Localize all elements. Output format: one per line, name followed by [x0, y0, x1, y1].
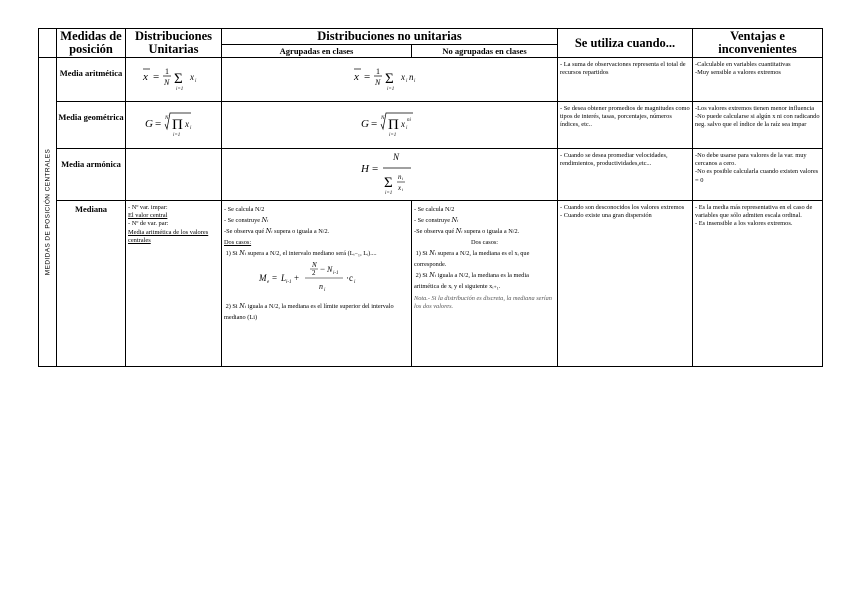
svg-text:n: n	[318, 282, 323, 291]
svg-text:2: 2	[311, 269, 315, 277]
usage-geometric: - Se desea obtener promedios de magnitudes como tipos de interés, tasas, porcentajes, números índices, etc..	[558, 102, 693, 149]
svg-text:e: e	[266, 280, 269, 285]
svg-text:Σ: Σ	[383, 175, 393, 191]
header-pros-cons: Ventajas e inconvenientes	[693, 29, 823, 58]
svg-text:i: i	[194, 79, 196, 84]
pros-geometric-line: -Los valores extremos tienen menor influencia	[695, 105, 815, 112]
median-grouped-line: -Se observa qué Nᵢ supera o iguala a N/2.	[224, 228, 330, 235]
svg-text:i: i	[413, 79, 415, 84]
usage-median-line: - Cuando existe una gran dispersión	[560, 212, 652, 220]
median-formula-icon	[257, 261, 377, 295]
pros-harmonic-line: -No es posible calcularla cuando existen valores = 0	[695, 168, 819, 184]
median-grouped-line: 2) Si Nᵢ iguala a N/2, la mediana es el límite superior del intervalo mediano (Li)	[224, 303, 394, 321]
svg-text:i=1: i=1	[384, 191, 392, 195]
svg-text:N: N	[311, 261, 317, 269]
svg-text:N: N	[392, 152, 399, 162]
svg-text:x: x	[142, 71, 148, 83]
side-label-cell	[39, 58, 57, 367]
svg-text:i: i	[401, 187, 403, 192]
pros-harmonic-line: -No debe usarse para valores de la var. muy cercanos a cero.	[695, 152, 807, 168]
harmonic-mean-formula-icon	[355, 149, 425, 195]
svg-text:H: H	[360, 163, 369, 175]
svg-text:i: i	[405, 79, 407, 84]
pros-arithmetic-line: -Calculable en variables cuantitativas	[695, 61, 791, 68]
pros-harmonic	[693, 149, 823, 201]
header-corner	[39, 29, 57, 58]
header-measures: Medidas de posición	[57, 29, 126, 58]
formula-harmonic-unit-empty	[126, 149, 222, 201]
svg-text:+: +	[293, 273, 299, 283]
median-note: Nota.- Si la distribución es discreta, la mediana serían los dos valores.	[414, 295, 552, 310]
median-interpolation-formula	[224, 261, 409, 299]
header-non-unit-distributions: Distribuciones no unitarias	[222, 29, 558, 45]
svg-text:=: =	[154, 117, 161, 130]
svg-text:n: n	[397, 173, 401, 181]
svg-text:x: x	[184, 118, 189, 129]
geometric-mean-formula-icon	[139, 108, 209, 138]
median-grouped-line: 1) Si Nᵢ supera a N/2, el intervalo mediano será (Lᵢ₋₁, Lᵢ)....	[225, 250, 377, 257]
svg-text:i: i	[353, 280, 355, 285]
svg-text:1: 1	[375, 67, 380, 76]
formula-geometric-unit	[126, 102, 222, 149]
pros-geometric-line: -No puede calcularse si algún x ni con radicando neg. salvo que el índice de la raíz sea impar	[695, 113, 820, 129]
median-ungrouped-line: - Se construye Nᵢ	[414, 217, 459, 224]
median-ungrouped-line: 1) Si Nᵢ supera a N/2, la mediana es el xᵢ que corresponde.	[414, 250, 530, 268]
svg-text:N: N	[374, 78, 380, 87]
pros-median-line: - Es la media más representativa en el caso de variables que sólo admiten escala ordinal.	[695, 204, 813, 220]
weighted-geometric-formula-icon	[355, 108, 425, 138]
pros-geometric	[693, 102, 823, 149]
median-unit-line: El valor central	[128, 212, 168, 220]
svg-text:1: 1	[164, 67, 169, 76]
svg-text:·c: ·c	[345, 273, 353, 283]
svg-text:Π: Π	[171, 116, 183, 133]
summary-table	[38, 28, 823, 367]
svg-text:=: =	[371, 163, 378, 175]
formula-arithmetic-unit	[126, 58, 222, 102]
weighted-mean-formula-icon	[350, 62, 430, 92]
subheader-ungrouped: No agrupadas en clases	[412, 45, 558, 58]
pros-arithmetic-line: -Muy sensible a valores extremos	[695, 69, 781, 77]
svg-text:Σ: Σ	[384, 71, 394, 87]
svg-text:−: −	[319, 264, 325, 274]
median-unit-line: Media aritmética de los valores centrales	[128, 228, 209, 244]
svg-text:x: x	[189, 72, 194, 82]
svg-text:i=1: i=1	[386, 87, 394, 92]
svg-text:x: x	[400, 118, 405, 129]
usage-median	[558, 201, 693, 367]
side-label: MEDIDAS DE POSICIÓN CENTRALES	[44, 148, 51, 276]
svg-text:x: x	[353, 71, 359, 83]
median-grouped	[222, 201, 412, 367]
svg-text:i: i	[405, 125, 407, 131]
pros-arithmetic	[693, 58, 823, 102]
svg-text:x: x	[397, 184, 401, 192]
svg-text:N: N	[326, 265, 332, 274]
median-grouped-line: - Se calcula N/2	[224, 206, 265, 213]
svg-text:n: n	[408, 72, 413, 82]
median-unit	[126, 201, 222, 367]
subheader-grouped: Agrupadas en clases	[222, 45, 412, 58]
svg-text:ni: ni	[406, 117, 411, 123]
svg-text:=: =	[152, 71, 159, 83]
usage-median-line: - Cuando son desconocidos los valores extremos	[560, 204, 685, 211]
svg-text:x: x	[400, 72, 405, 82]
median-unit-line: - Nº var. impar:	[128, 204, 168, 211]
svg-text:i=1: i=1	[175, 87, 183, 92]
svg-text:i=1: i=1	[172, 132, 180, 138]
arithmetic-mean-formula-icon	[139, 62, 209, 92]
formula-arithmetic-nonunit	[222, 58, 558, 102]
svg-text:=: =	[363, 71, 370, 83]
formula-geometric-nonunit	[222, 102, 558, 149]
svg-text:L: L	[280, 273, 286, 283]
svg-text:=: =	[271, 273, 277, 283]
svg-text:M: M	[258, 273, 266, 283]
svg-text:N: N	[163, 78, 169, 87]
median-ungrouped-line: -Se observa qué Nᵢ supera o iguala a N/2.	[414, 228, 520, 235]
median-ungrouped	[412, 201, 558, 367]
median-unit-line: - Nº de var. par:	[128, 220, 169, 228]
median-ungrouped-line: 2) Si Nᵢ iguala a N/2, la mediana es la media aritmética de xᵢ y el siguiente xᵢ₊₁.	[414, 272, 529, 290]
usage-harmonic: - Cuando se desea promediar velocidades, rendimientos, productividades,etc...	[558, 149, 693, 201]
pros-median-line: - Es insensible a los valores extremos.	[695, 220, 793, 228]
svg-text:N: N	[380, 115, 384, 121]
svg-text:i: i	[401, 176, 403, 181]
formula-harmonic-nonunit	[222, 149, 558, 201]
svg-text:i-1: i-1	[332, 271, 339, 276]
svg-text:=: =	[370, 117, 377, 130]
svg-text:i: i	[323, 288, 325, 293]
header-usage: Se utiliza cuando...	[558, 29, 693, 58]
row-label-median: Mediana	[57, 201, 126, 367]
row-label-arithmetic-mean: Media aritmética	[57, 58, 126, 102]
svg-text:Σ: Σ	[173, 71, 183, 87]
pros-median	[693, 201, 823, 367]
median-ungrouped-line: - Se calcula N/2	[414, 206, 455, 213]
svg-text:i: i	[189, 125, 191, 131]
row-label-harmonic-mean: Media armónica	[57, 149, 126, 201]
svg-text:G: G	[144, 117, 153, 130]
median-grouped-line: - Se construye Nᵢ	[224, 217, 269, 224]
svg-text:i=1: i=1	[388, 132, 396, 138]
header-unit-distributions: Distribuciones Unitarias	[126, 29, 222, 58]
svg-text:N: N	[164, 115, 168, 121]
row-label-geometric-mean: Media geométrica	[57, 102, 126, 149]
usage-arithmetic: - La suma de observaciones representa el total de recursos repartidos	[558, 58, 693, 102]
median-grouped-line: Dos casos:	[224, 239, 252, 246]
svg-text:G: G	[360, 117, 369, 130]
svg-text:i-1: i-1	[285, 280, 292, 285]
median-ungrouped-line: Dos casos:	[470, 239, 499, 246]
svg-text:Π: Π	[387, 116, 399, 133]
